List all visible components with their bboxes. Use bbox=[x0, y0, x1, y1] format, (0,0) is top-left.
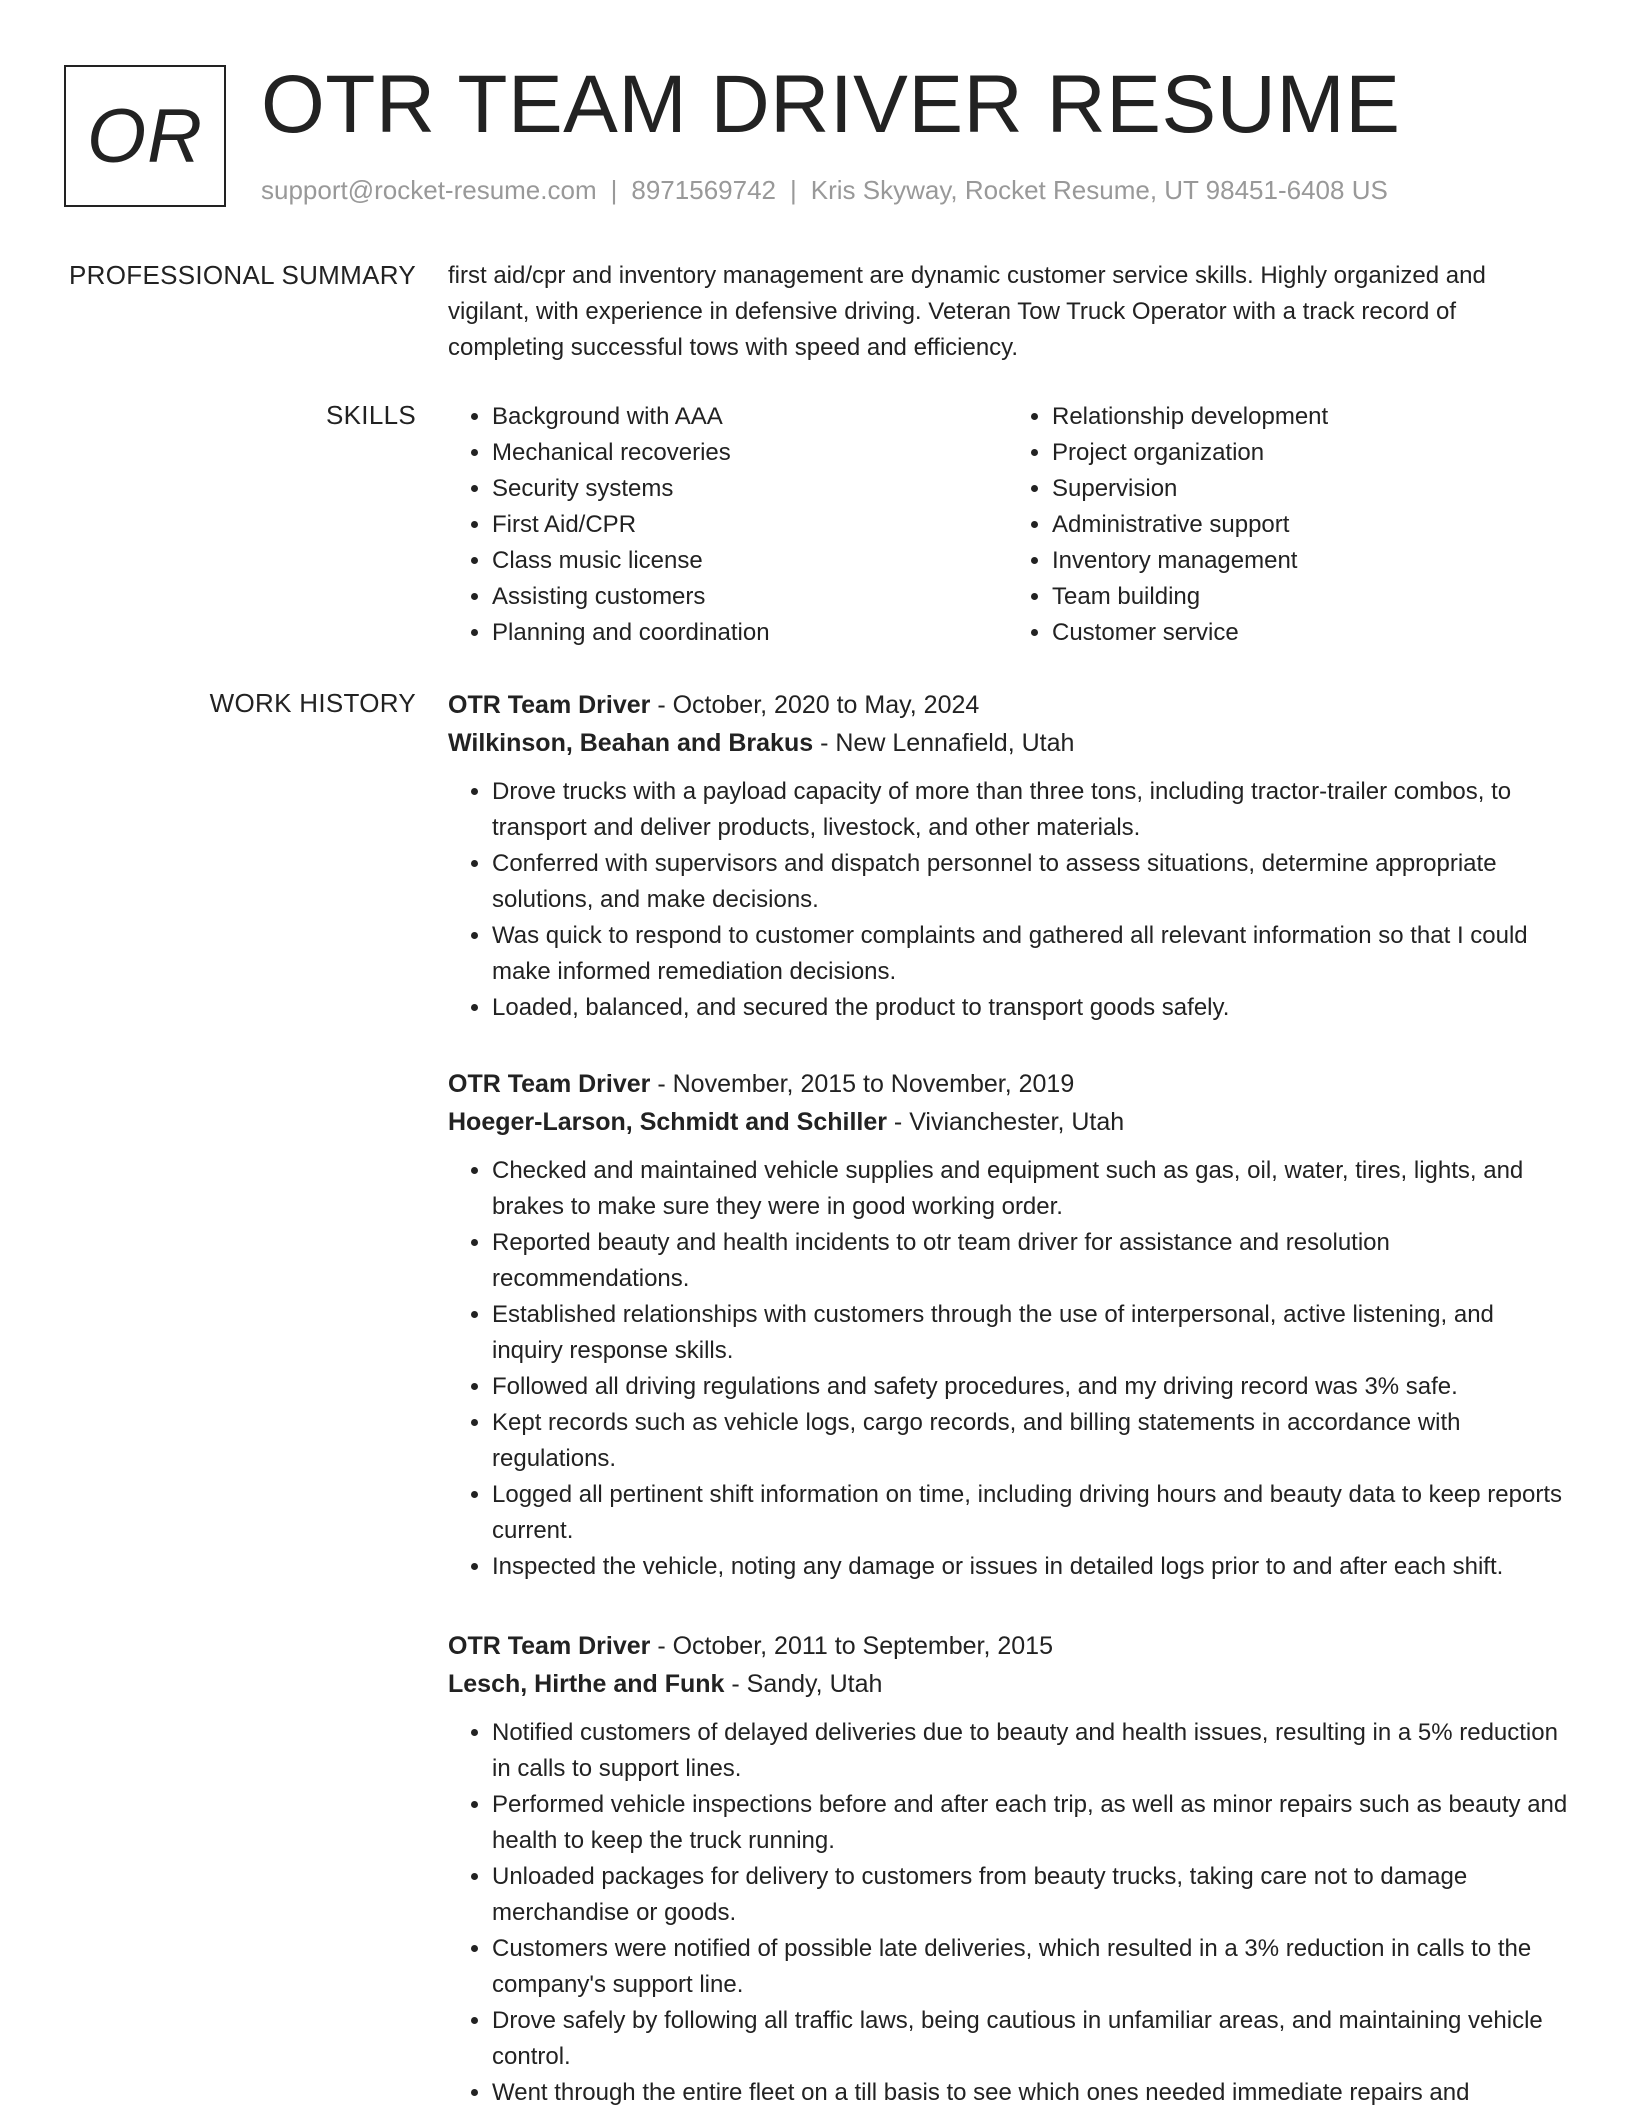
contact-separator: | bbox=[610, 175, 618, 205]
company-name: Lesch, Hirthe and Funk bbox=[448, 1670, 725, 1698]
skill-item: • Inventory management bbox=[1052, 543, 1568, 579]
monogram-logo: OR bbox=[64, 65, 226, 207]
job-entry bbox=[448, 1627, 1568, 2111]
job-bullet: • Established relationships with customers through the use of interpersonal, active listening, and inquiry response skills. bbox=[492, 1297, 1568, 1369]
skill-item: • Customer service bbox=[1052, 615, 1568, 651]
job-bullet: • Performed vehicle inspections before and after each trip, as well as minor repairs such as beauty and health to keep the truck running. bbox=[492, 1787, 1568, 1859]
job-bullet: • Reported beauty and health incidents to otr team driver for assistance and resolution recommendations. bbox=[492, 1225, 1568, 1297]
company-location: - Vivianchester, Utah bbox=[886, 1108, 1125, 1136]
company-line bbox=[448, 1103, 1568, 1141]
job-title-line bbox=[448, 686, 1568, 724]
job-bullet: • Drove trucks with a payload capacity of more than three tons, including tractor-trailer combos, to transport and deliver products, livestock, and other materials. bbox=[492, 774, 1568, 846]
job-bullet: • Checked and maintained vehicle supplies and equipment such as gas, oil, water, tires, lights, and brakes to make sure they were in good working order. bbox=[492, 1153, 1568, 1225]
company-line bbox=[448, 1665, 1568, 1703]
work-history-heading: WORK HISTORY bbox=[209, 688, 416, 718]
skill-item: • Mechanical recoveries bbox=[492, 435, 1008, 471]
job-bullet: • Inspected the vehicle, noting any damage or issues in detailed logs prior to and after each shift. bbox=[492, 1549, 1568, 1585]
job-title: OTR Team Driver bbox=[448, 691, 651, 719]
contact-email[interactable]: support@rocket-resume.com bbox=[261, 175, 597, 205]
company-name: Wilkinson, Beahan and Brakus bbox=[448, 729, 814, 757]
skill-item: • Project organization bbox=[1052, 435, 1568, 471]
skill-item: • Planning and coordination bbox=[492, 615, 1008, 651]
job-bullet: • Drove safely by following all traffic laws, being cautious in unfamiliar areas, and maintaining vehicle control. bbox=[492, 2003, 1568, 2075]
job-bullet: • Notified customers of delayed deliveries due to beauty and health issues, resulting in a 5% reduction in calls to support lines. bbox=[492, 1715, 1568, 1787]
job-title-line bbox=[448, 1065, 1568, 1103]
job-bullet: • Was quick to respond to customer complaints and gathered all relevant information so that I could make informed remediation decisions. bbox=[492, 918, 1568, 990]
skill-item: • First Aid/CPR bbox=[492, 507, 1008, 543]
company-location: - New Lennafield, Utah bbox=[813, 729, 1075, 757]
job-title: OTR Team Driver bbox=[448, 1632, 651, 1660]
job-title: OTR Team Driver bbox=[448, 1070, 651, 1098]
job-entry bbox=[448, 1065, 1568, 1585]
contact-separator: | bbox=[790, 175, 797, 205]
skill-item: • Relationship development bbox=[1052, 399, 1568, 435]
skill-item: • Class music license bbox=[492, 543, 1008, 579]
job-bullets bbox=[448, 1715, 1568, 2111]
skill-item: • Security systems bbox=[492, 471, 1008, 507]
job-bullets bbox=[448, 1153, 1568, 1585]
job-bullets bbox=[448, 774, 1568, 1026]
skill-item: • Background with AAA bbox=[492, 399, 1008, 435]
job-bullet: • Kept records such as vehicle logs, cargo records, and billing statements in accordance with regulations. bbox=[492, 1405, 1568, 1477]
summary-heading: PROFESSIONAL SUMMARY bbox=[69, 260, 416, 290]
company-location: - Sandy, Utah bbox=[724, 1670, 883, 1698]
company-line bbox=[448, 724, 1568, 762]
contact-address: Kris Skyway, Rocket Resume, UT 98451-6408 US bbox=[810, 175, 1388, 205]
job-title-line bbox=[448, 1627, 1568, 1665]
skills-list bbox=[448, 399, 1568, 651]
skill-item: • Supervision bbox=[1052, 471, 1568, 507]
skill-item: • Assisting customers bbox=[492, 579, 1008, 615]
job-bullet: • Followed all driving regulations and safety procedures, and my driving record was 3% safe. bbox=[492, 1369, 1568, 1405]
job-bullet: • Logged all pertinent shift information on time, including driving hours and beauty data to keep reports current. bbox=[492, 1477, 1568, 1549]
contact-line bbox=[261, 175, 1388, 206]
contact-phone[interactable]: 8971569742 bbox=[631, 175, 776, 205]
company-name: Hoeger-Larson, Schmidt and Schiller bbox=[448, 1108, 887, 1136]
skills-column-left bbox=[448, 399, 1008, 651]
job-dates: - October, 2020 to May, 2024 bbox=[650, 691, 980, 719]
job-bullet: • Conferred with supervisors and dispatch personnel to assess situations, determine appropriate solutions, and make decisions. bbox=[492, 846, 1568, 918]
skill-item: • Administrative support bbox=[1052, 507, 1568, 543]
skills-heading: SKILLS bbox=[326, 400, 416, 430]
job-dates: - November, 2015 to November, 2019 bbox=[650, 1070, 1075, 1098]
resume-title: OTR TEAM DRIVER RESUME bbox=[261, 59, 1401, 150]
job-bullet: • Loaded, balanced, and secured the product to transport goods safely. bbox=[492, 990, 1568, 1026]
job-bullet: • Went through the entire fleet on a till basis to see which ones needed immediate repairs and bbox=[492, 2075, 1568, 2111]
job-entry bbox=[448, 686, 1568, 1026]
skills-column-right bbox=[1008, 399, 1568, 651]
job-bullet: • Customers were notified of possible late deliveries, which resulted in a 3% reduction in calls to the company's support line. bbox=[492, 1931, 1568, 2003]
skill-item: • Team building bbox=[1052, 579, 1568, 615]
job-dates: - October, 2011 to September, 2015 bbox=[650, 1632, 1053, 1660]
job-bullet: • Unloaded packages for delivery to customers from beauty trucks, taking care not to damage merchandise or goods. bbox=[492, 1859, 1568, 1931]
summary-text: first aid/cpr and inventory management are dynamic customer service skills. Highly organized and vigilant, with experience in defensive driving. Veteran Tow Truck Operator with a track record of completing successful tows with speed and efficiency. bbox=[448, 262, 1486, 361]
